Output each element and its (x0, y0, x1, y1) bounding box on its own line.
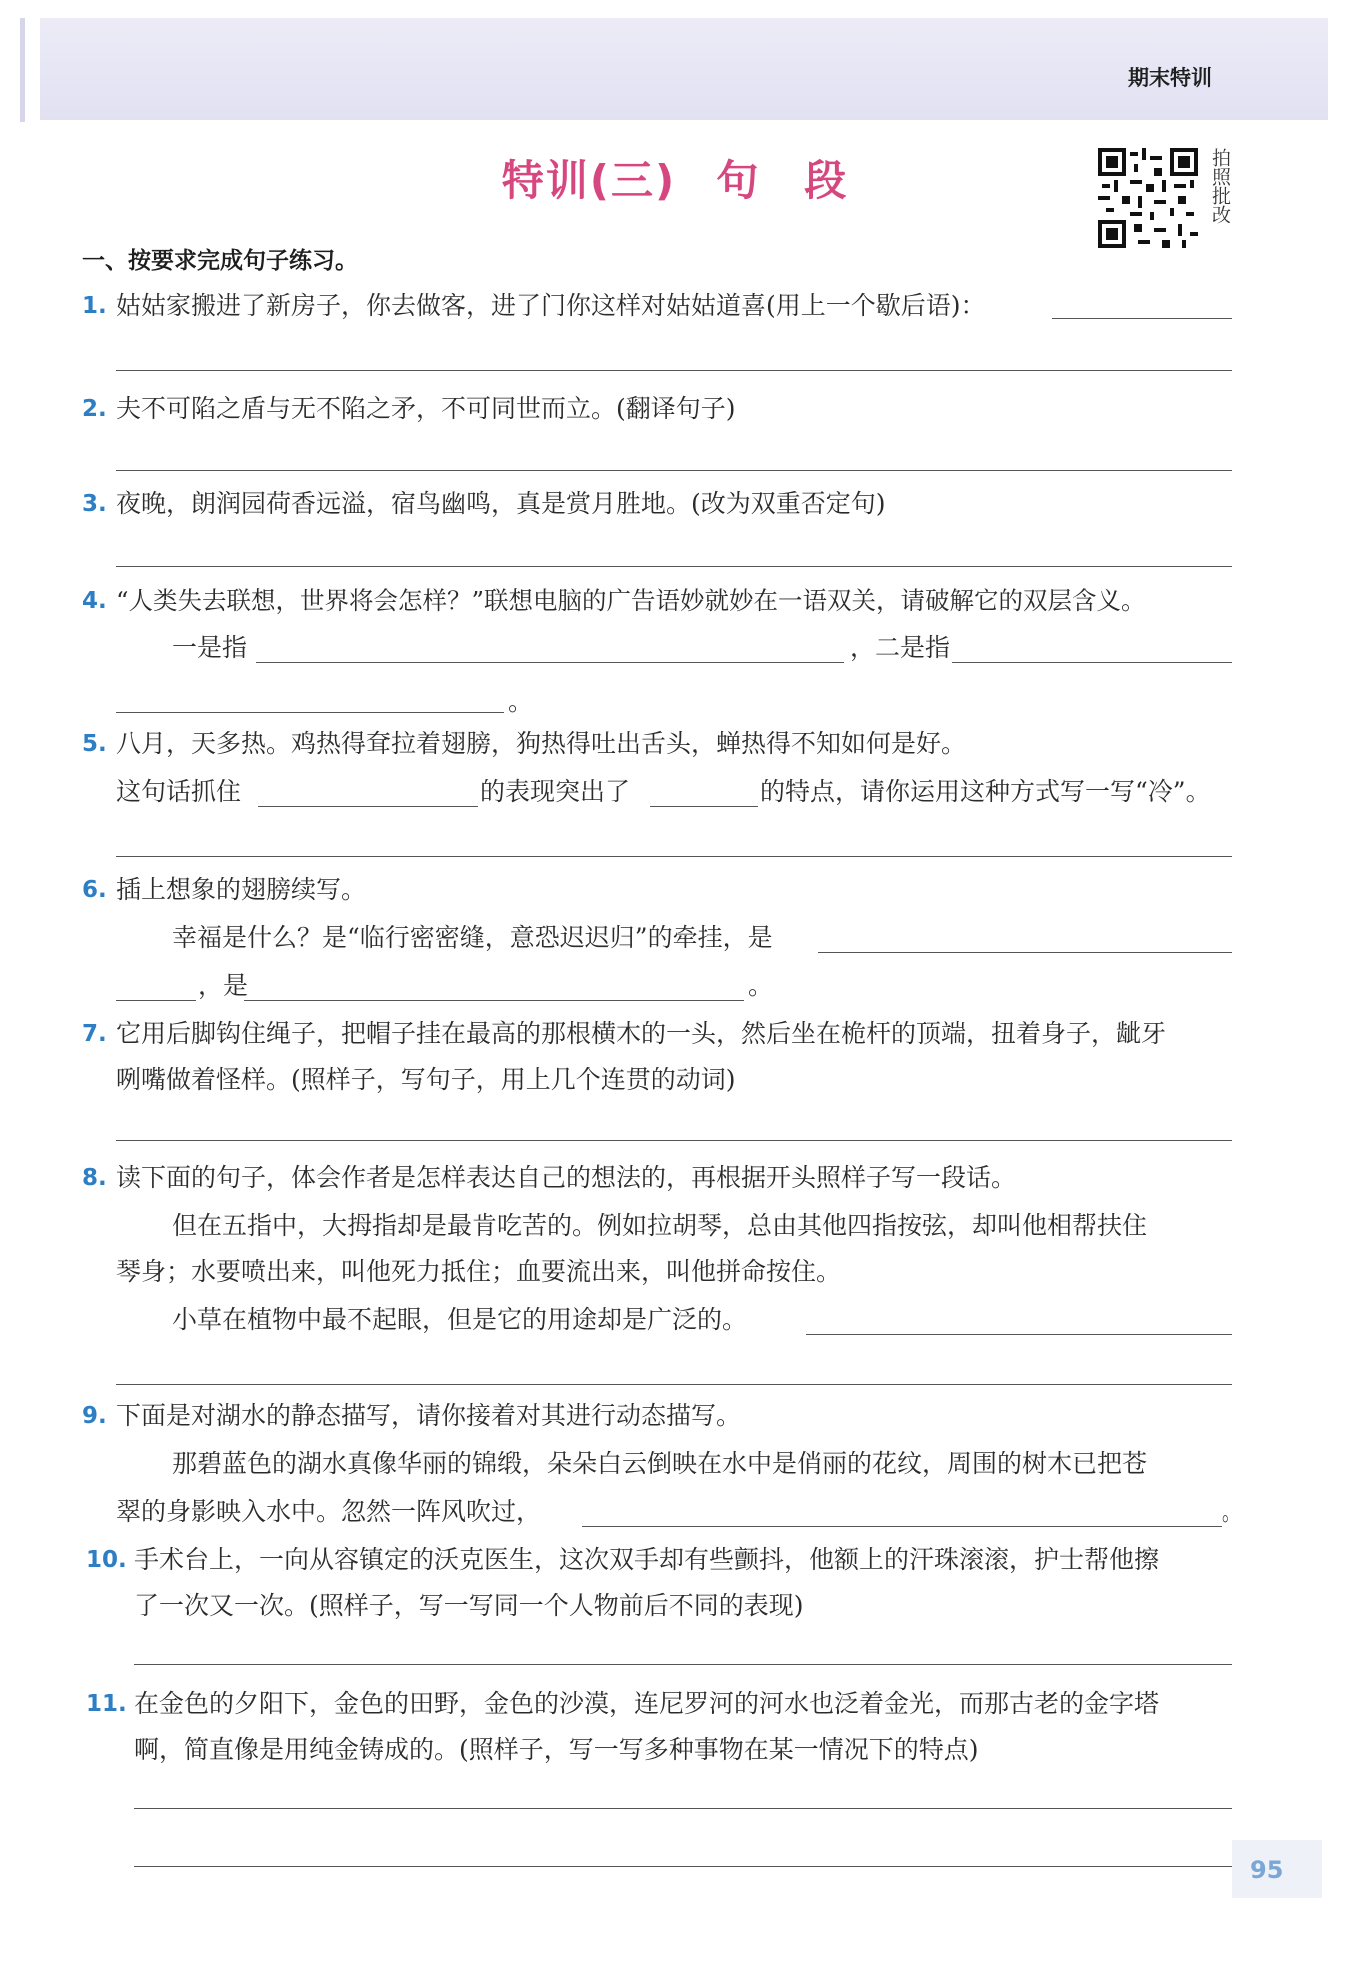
q8-line-1: 但在五指中，大拇指却是最肯吃苦的。例如拉胡琴，总由其他四指按弦，却叫他相帮扶住 (172, 1211, 1148, 1240)
q7-answer-line[interactable] (116, 1140, 1232, 1141)
q5-prompt-3: 的特点，请你运用这种方式写一写“冷”。 (760, 777, 1211, 806)
title-topic: 句 段 (716, 156, 849, 205)
q9-line-2: 翠的身影映入水中。忽然一阵风吹过， (116, 1497, 542, 1526)
q2-number: 2. (82, 396, 107, 422)
q10-line-2: 了一次又一次。(照样子，写一写同一个人物前后不同的表现) (134, 1591, 804, 1620)
q4-number: 4. (82, 588, 107, 614)
q7-number: 7. (82, 1021, 107, 1047)
header-tab: 期末特训 (1128, 66, 1212, 90)
q8-answer-line-a[interactable] (806, 1334, 1232, 1335)
q10-line-1: 手术台上，一向从容镇定的沃克医生，这次双手却有些颤抖，他额上的汗珠滚滚，护士帮他擦 (134, 1545, 1160, 1574)
q6-answer-line-c[interactable] (244, 1000, 744, 1001)
q6-answer-line-b[interactable] (116, 1000, 196, 1001)
q7-line-1: 它用后脚钩住绳子，把帽子挂在最高的那根横木的一头，然后坐在桅杆的顶端，扭着身子，龇牙 (116, 1019, 1167, 1048)
q4-answer-line-b2[interactable] (116, 712, 504, 713)
q6-number: 6. (82, 877, 107, 903)
title-main: 特训(三) (501, 156, 677, 205)
q11-answer-line-a[interactable] (134, 1808, 1232, 1809)
q9-answer-line[interactable] (582, 1526, 1222, 1527)
q3-text: 夜晚，朗润园荷香远溢，宿鸟幽鸣，真是赏月胜地。(改为双重否定句) (116, 489, 886, 518)
q5-prompt-1: 这句话抓住 (116, 777, 242, 806)
q1-text: 姑姑家搬进了新房子，你去做客，进了门你这样对姑姑道喜(用上一个歇后语)： (116, 291, 986, 320)
section-title: 一、按要求完成句子练习。 (82, 248, 358, 274)
q11-answer-line-b[interactable] (134, 1866, 1232, 1867)
q1-number: 1. (82, 293, 107, 319)
q5-number: 5. (82, 731, 107, 757)
qr-label: 拍照批改 (1209, 148, 1231, 224)
q5-prompt-2: 的表现突出了 (480, 777, 631, 806)
q10-number: 10. (86, 1547, 127, 1573)
q11-line-2: 啊，简直像是用纯金铸成的。(照样子，写一写多种事物在某一情况下的特点) (134, 1735, 979, 1764)
q11-line-1: 在金色的夕阳下，金色的田野，金色的沙漠，连尼罗河的河水也泛着金光，而那古老的金字塔 (134, 1689, 1160, 1718)
q5-answer-line-b[interactable] (650, 806, 758, 807)
q8-line-2: 琴身；水要喷出来，叫他死力抵住；血要流出来，叫他拼命按住。 (116, 1257, 842, 1286)
q9-text: 下面是对湖水的静态描写，请你接着对其进行动态描写。 (116, 1401, 742, 1430)
q7-line-2: 咧嘴做着怪样。(照样子，写句子，用上几个连贯的动词) (116, 1065, 736, 1094)
q4-answer-line-a[interactable] (256, 662, 844, 663)
q5-text: 八月，天多热。鸡热得耷拉着翅膀，狗热得吐出舌头，蝉热得不知如何是好。 (116, 729, 967, 758)
q3-number: 3. (82, 491, 107, 517)
q8-number: 8. (82, 1165, 107, 1191)
q8-line-3: 小草在植物中最不起眼，但是它的用途却是广泛的。 (172, 1305, 748, 1334)
q5-answer-line-c[interactable] (116, 856, 1232, 857)
q11-number: 11. (86, 1691, 127, 1717)
q3-answer-line[interactable] (116, 566, 1232, 567)
q4-text: “人类失去联想，世界将会怎样？”联想电脑的广告语妙就妙在一语双关，请破解它的双层含义。 (116, 586, 1146, 615)
q9-end: 。 (1222, 1497, 1241, 1526)
q9-number: 9. (82, 1403, 107, 1429)
q10-answer-line[interactable] (134, 1664, 1232, 1665)
q4-part-b-label: ，二是指 (850, 633, 951, 662)
q4-part-a-label: 一是指 (172, 633, 248, 662)
q1-answer-line[interactable] (1052, 318, 1232, 319)
qr-code-icon[interactable] (1098, 148, 1198, 248)
q1-answer-line-2[interactable] (116, 370, 1232, 371)
page-number: 95 (1250, 1856, 1284, 1884)
q6-line-2b: 。 (748, 971, 774, 1000)
q6-line-2a: ，是 (198, 971, 249, 1000)
q6-line-1: 幸福是什么？是“临行密密缝，意恐迟迟归”的牵挂，是 (172, 923, 773, 952)
q8-text: 读下面的句子，体会作者是怎样表达自己的想法的，再根据开头照样子写一段话。 (116, 1163, 1017, 1192)
q2-answer-line[interactable] (116, 470, 1232, 471)
q4-answer-line-b[interactable] (952, 662, 1232, 663)
q8-answer-line-b[interactable] (116, 1384, 1232, 1385)
q4-end: 。 (508, 687, 534, 716)
q6-answer-line-a[interactable] (818, 952, 1232, 953)
q2-text: 夫不可陷之盾与无不陷之矛，不可同世而立。(翻译句子) (116, 394, 736, 423)
q5-answer-line-a[interactable] (258, 806, 478, 807)
header-edge (20, 18, 25, 122)
q6-text: 插上想象的翅膀续写。 (116, 875, 367, 904)
q9-line-1: 那碧蓝色的湖水真像华丽的锦缎，朵朵白云倒映在水中是俏丽的花纹，周围的树木已把苍 (172, 1449, 1148, 1478)
